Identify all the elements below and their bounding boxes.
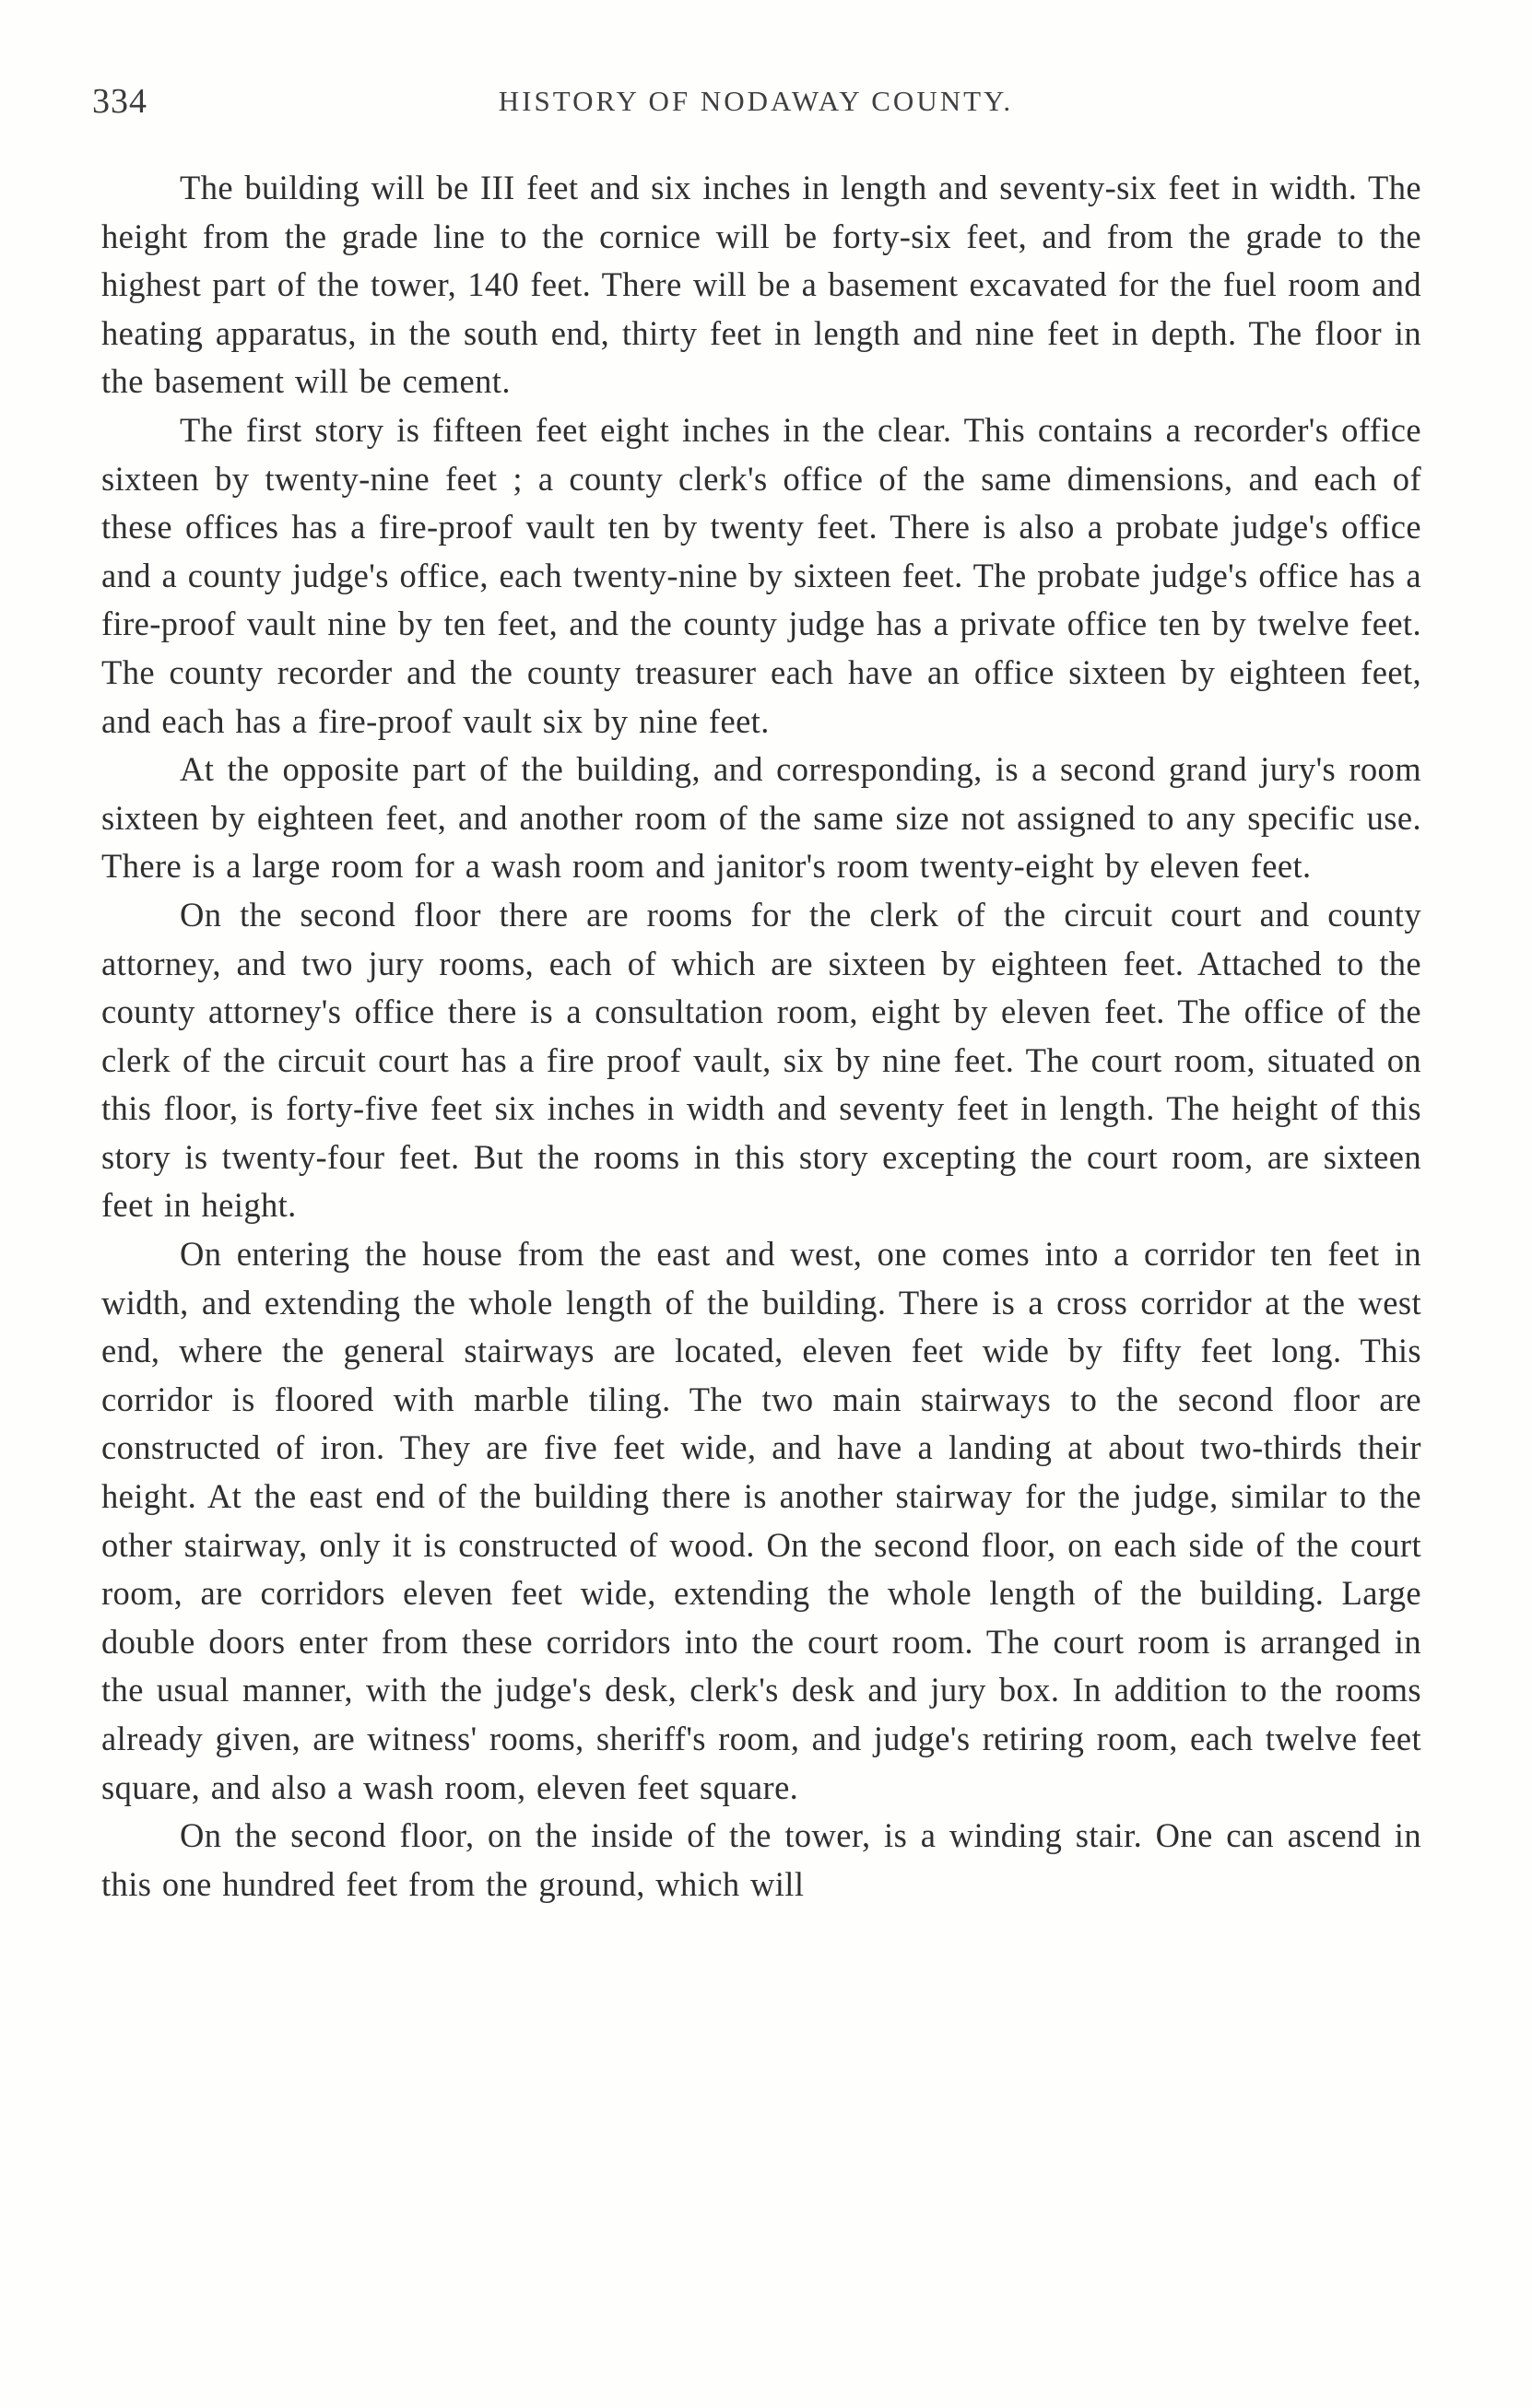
body-text <box>101 164 1421 1909</box>
paragraph-opposite-part: At the opposite part of the building, and corresponding, is a second grand jury's room sixteen by eighteen feet, and another room of the same size not assigned to any specific use. There is a large room for a wash room and janitor's room twenty-eight by eleven feet. <box>101 750 1421 886</box>
paragraph-first-story: The first story is fifteen feet eight inches in the clear. This contains a recorder's office sixteen by twenty-nine feet ; a county clerk's office of the same dimensions, and each of these offices has a fire-proof vault ten by twenty feet. There is also a probate judge's office and a county judge's office, each twenty-nine by sixteen feet. The probate judge's office has a fire-proof vault nine by ten feet, and the county judge has a private office ten by twelve feet. The county recorder and the county treasurer each have an office sixteen by eighteen feet, and each has a fire-proof vault six by nine feet. <box>101 410 1421 740</box>
page-number: 334 <box>92 82 147 121</box>
running-title: HISTORY OF NODAWAY COUNTY. <box>498 85 1014 117</box>
running-head <box>92 81 1420 136</box>
paragraph-second-floor: On the second floor there are rooms for the clerk of the circuit court and county attorney, and two jury rooms, each of which are sixteen by eighteen feet. Attached to the county attorney's office there is a consultation room, eight by eleven feet. The office of the clerk of the circuit court has a fire proof vault, six by nine feet. The court room, situated on this floor, is forty-five feet six inches in width and seventy feet in length. The height of this story is twenty-four feet. But the rooms in this story excepting the court room, are sixteen feet in height. <box>101 895 1421 1225</box>
paragraph-corridors: On entering the house from the east and west, one comes into a corridor ten feet in width, and extending the whole length of the building. There is a cross corridor at the west end, where the general stairways are located, eleven feet wide by fifty feet long. This corridor is floored with marble tiling. The two main stairways to the second floor are constructed of iron. They are five feet wide, and have a landing at about two-thirds their height. At the east end of the building there is another stairway for the judge, similar to the other stairway, only it is constructed of wood. On the second floor, on each side of the court room, are corridors eleven feet wide, extending the whole length of the building. Large double doors enter from these corridors into the court room. The court room is arranged in the usual manner, with the judge's desk, clerk's desk and jury box. In addition to the rooms already given, are witness' rooms, sheriff's room, and judge's retiring room, each twelve feet square, and also a wash room, eleven feet square. <box>101 1235 1421 1806</box>
paragraph-building-dimensions: The building will be III feet and six inches in length and seventy-six feet in width. The height from the grade line to the cornice will be forty-six feet, and from the grade to the highest part of the tower, 140 feet. There will be a basement excavated for the fuel room and heating apparatus, in the south end, thirty feet in length and nine feet in depth. The floor in the basement will be cement. <box>101 169 1421 401</box>
paragraph-tower: On the second floor, on the inside of the tower, is a winding stair. One can ascend in this one hundred feet from the ground, which will <box>101 1816 1421 1903</box>
